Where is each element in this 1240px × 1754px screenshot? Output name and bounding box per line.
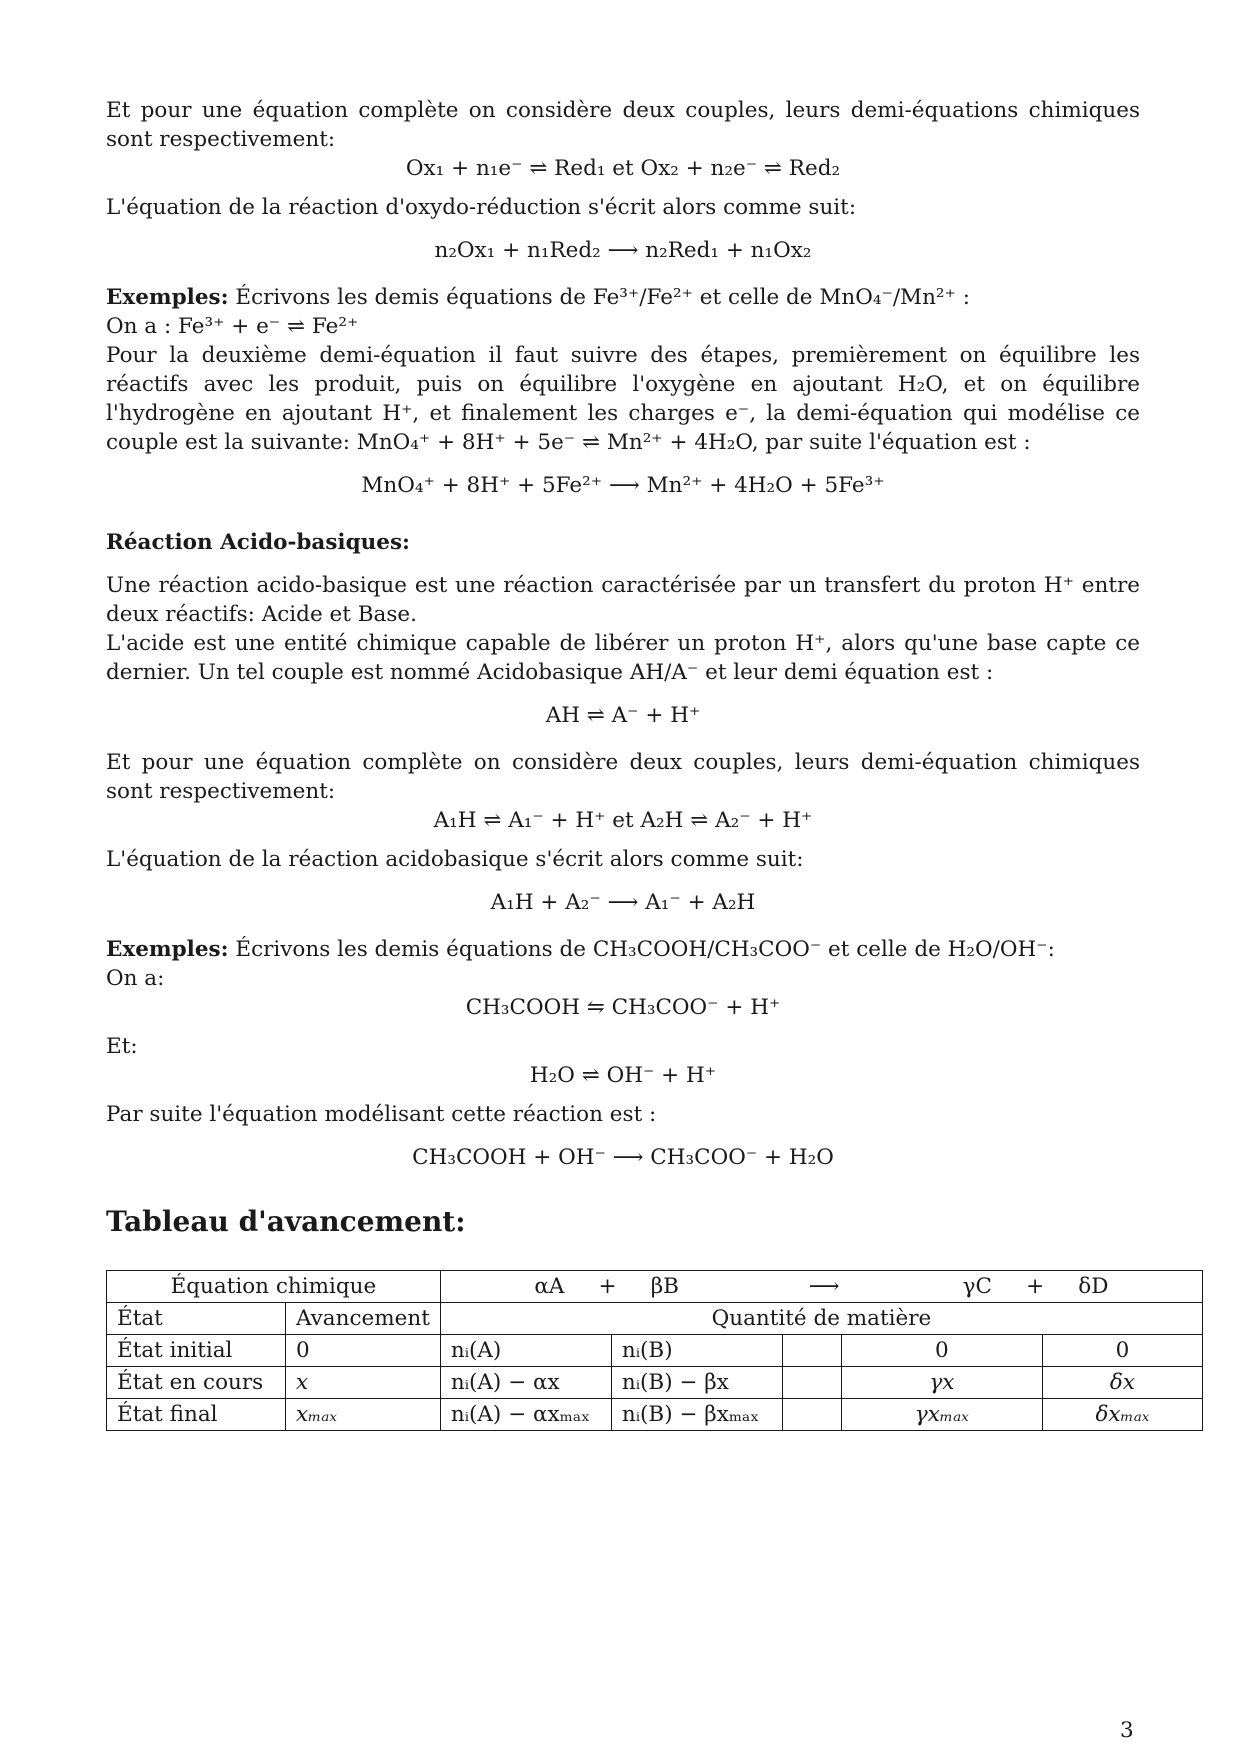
table-cell-b: nᵢ(B) − βx (611, 1367, 782, 1399)
acid-base-final-equation: CH₃COOH + OH⁻ ⟶ CH₃COO⁻ + H₂O (412, 1145, 834, 1170)
table-cell-mid (782, 1367, 841, 1399)
table-row (107, 1367, 1203, 1399)
redox-example-line (106, 283, 1140, 312)
acid-base-paragraph-4: L'équation de la réaction acidobasique s'écrit alors comme suit: (106, 847, 804, 872)
table-cell-avancement: 0 (286, 1335, 441, 1367)
table-cell-d: δx (1042, 1367, 1202, 1399)
table-cell-a: nᵢ(A) (440, 1335, 611, 1367)
table-cell-etat: État final (107, 1399, 286, 1431)
redox-example-text: Écrivons les demis équations de Fe³⁺/Fe²⁺ et celle de MnO₄⁻/Mn²⁺ : (228, 285, 970, 310)
acid-base-example-on: On a: (106, 966, 165, 991)
table-col-avancement: Avancement (286, 1303, 441, 1335)
redox-global-paragraph: L'équation de la réaction d'oxydo-réduction s'écrit alors comme suit: (106, 195, 857, 220)
acid-base-half-equation: AH ⇌ A⁻ + H⁺ (545, 703, 701, 728)
tableau-title: Tableau d'avancement: (106, 1205, 466, 1238)
acid-base-example-equation-1: CH₃COOH ⇋ CH₃COO⁻ + H⁺ (465, 995, 781, 1020)
table-header-reaction: αA + βB ⟶ γC + δD (440, 1271, 1202, 1303)
table-cell-c: 0 (841, 1335, 1042, 1367)
table-cell-etat: État en cours (107, 1367, 286, 1399)
acid-base-example-text: Écrivons les demis équations de CH₃COOH/CH₃COO⁻ et celle de H₂O/OH⁻: (228, 937, 1055, 962)
redox-example-paragraph: Pour la deuxième demi-équation il faut suivre des étapes, premièrement on équilibre les réactifs avec les produit, puis on équilibre l'oxygène en ajoutant H₂O, et on équilibre l'hydrogène en ajoutant H⁺, et finalement les charges e⁻, la demi-équation qui modélise ce couple est la suivante: MnO₄⁺ + 8H⁺ + 5e⁻ ⇌ Mn²⁺ + 4H₂O, par suite l'équation est : (106, 343, 1140, 455)
table-cell-c: γxₘₐₓ (841, 1399, 1042, 1431)
table-cell-avancement: x (286, 1367, 441, 1399)
table-row (107, 1303, 1203, 1335)
acid-base-global-equation: A₁H + A₂⁻ ⟶ A₁⁻ + A₂H (490, 890, 756, 915)
acid-base-example-line (106, 935, 1140, 964)
table-cell-avancement: xₘₐₓ (286, 1399, 441, 1431)
table-cell-d: δxₘₐₓ (1042, 1399, 1202, 1431)
table-cell-b: nᵢ(B) (611, 1335, 782, 1367)
table-cell-mid (782, 1399, 841, 1431)
page-content (106, 96, 1150, 1431)
acid-base-half-equations: A₁H ⇌ A₁⁻ + H⁺ et A₂H ⇌ A₂⁻ + H⁺ (433, 808, 813, 833)
acid-base-paragraph-3: Et pour une équation complète on considère deux couples, leurs demi-équation chimiques sont respectivement: (106, 750, 1140, 804)
table-cell-etat: État initial (107, 1335, 286, 1367)
table-cell-b: nᵢ(B) − βxₘₐₓ (611, 1399, 782, 1431)
table-cell-mid (782, 1335, 841, 1367)
redox-example-equation: MnO₄⁺ + 8H⁺ + 5Fe²⁺ ⟶ Mn²⁺ + 4H₂O + 5Fe³⁺ (361, 473, 885, 498)
redox-intro-paragraph: Et pour une équation complète on considère deux couples, leurs demi-équations chimiques sont respectivement: (106, 98, 1140, 152)
table-header-equation: Équation chimique (107, 1271, 441, 1303)
acid-base-example-label: Exemples: (106, 937, 229, 962)
acid-base-title: Réaction Acido-basiques: (106, 530, 410, 555)
redox-example-fe: On a : Fe³⁺ + e⁻ ⇌ Fe²⁺ (106, 314, 359, 339)
acid-base-paragraph-1: Une réaction acido-basique est une réaction caractérisée par un transfert du proton H⁺ entre deux réactifs: Acide et Base. (106, 573, 1140, 627)
redox-half-equations: Ox₁ + n₁e⁻ ⇌ Red₁ et Ox₂ + n₂e⁻ ⇌ Red₂ (405, 156, 841, 181)
table-col-etat: État (107, 1303, 286, 1335)
redox-example-label: Exemples: (106, 285, 229, 310)
table-cell-a: nᵢ(A) − αx (440, 1367, 611, 1399)
redox-global-equation: n₂Ox₁ + n₁Red₂ ⟶ n₂Red₁ + n₁Ox₂ (434, 238, 812, 263)
table-row (107, 1271, 1203, 1303)
table-row (107, 1399, 1203, 1431)
table-cell-d: 0 (1042, 1335, 1202, 1367)
tableau-avancement (106, 1270, 1203, 1431)
acid-base-example-equation-2: H₂O ⇌ OH⁻ + H⁺ (529, 1063, 717, 1088)
acid-base-paragraph-2: L'acide est une entité chimique capable de libérer un proton H⁺, alors qu'une base capte ce dernier. Un tel couple est nommé Acidobasique AH/A⁻ et leur demi équation est : (106, 631, 1140, 685)
acid-base-suite-paragraph: Par suite l'équation modélisant cette réaction est : (106, 1102, 657, 1127)
table-col-quantite: Quantité de matière (440, 1303, 1202, 1335)
table-cell-c: γx (841, 1367, 1042, 1399)
acid-base-example-et: Et: (106, 1034, 138, 1059)
table-cell-a: nᵢ(A) − αxₘₐₓ (440, 1399, 611, 1431)
page-number: 3 (1120, 1718, 1134, 1743)
table-row (107, 1335, 1203, 1367)
